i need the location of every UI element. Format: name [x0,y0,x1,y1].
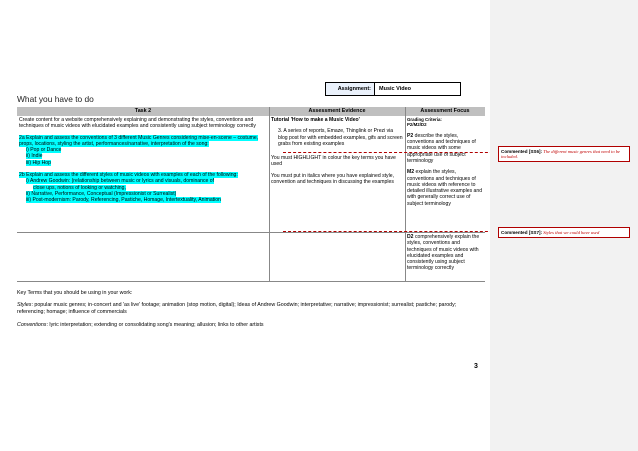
key-terms-section [17,290,485,334]
comment-ss6[interactable] [498,146,630,162]
comments-pane [490,0,638,451]
row-divider [17,232,405,233]
criterion-code: D2 [407,234,414,240]
criterion-text: explain the styles, conventions and techniques of music videos with reference to detailed illustrative examples and with generally correct use of subject terminology [407,169,483,207]
list-item: close ups, notions of looking or watching, [33,184,126,191]
row-divider [17,281,485,282]
task-table [17,107,485,281]
evidence-highlight: You must HIGHLIGHT in colour the key terms you have used [271,155,396,168]
conventions-text: : lyric interpretation; extending or consolidating song's meaning; allusion; links to other artists [46,321,264,328]
task-intro: Create content for a website comprehensively explaining and demonstrating the styles, conventions and techniques of music videos with elucidated examples and consistently using subject terminology correctly [19,117,256,130]
list-item: ii) Indie [26,153,43,160]
focus-cell [405,116,485,208]
styles-text: : popular music genres; in-concert and 'as live' footage; animation (stop motion, digital); Ideas of Andrew Goodwin; interpretative; narrative; impressionist; surrealist; pastiche; parody; referencing; homage; influence of commercials [17,302,457,316]
criterion-m2 [407,169,483,207]
section-heading: What you have to do [17,94,94,104]
list-item: iii) Hip Hop [26,159,51,166]
key-terms-styles [17,302,485,316]
header-focus: Assessment Focus [405,107,485,116]
assignment-label: Assignment: [326,83,375,95]
key-terms-intro: Key Terms that you should be using in your work: [17,290,133,296]
task-2a: 2a Explain and assess the conventions of 3 different Music Genres considering mise-en-scene – costume, props, locations, styling the artist, performances/narrative, interpretation of the song: [19,134,259,147]
comment-text: Styles that we could have used [543,229,600,235]
focus-cell-d2 [405,233,485,273]
comment-text: The different music genres that need to be included. [501,148,621,160]
header-task: Task 2 [17,107,269,116]
page-number: 3 [474,363,478,370]
assignment-box [325,82,461,96]
list-item: ii) Narrative, Performance, Conceptual (Impressionist or Surrealist) [26,190,177,197]
evidence-italics: You must put in italics where you have explained style, convention and techniques in discussing the examples [271,172,394,186]
criterion-text: describe the styles, conventions and techniques of music videos with some appropriate use of subject terminology [407,132,476,164]
criterion-d2 [407,234,483,272]
assignment-value: Music Video [379,86,411,92]
list-item: i) Pop or Dance [26,147,62,154]
key-terms-conventions [17,322,485,329]
comment-ss7[interactable] [498,227,630,238]
list-item: iii) Post-modernism: Parody, Referencing, Pastiche, Homage, Intertextuality, Animation [26,197,221,204]
criterion-code: P2 [407,132,414,139]
grading-criteria-value: P2/M2/D2 [407,122,427,128]
comment-author: Commented [SS6]: [501,148,543,154]
task-cell [17,116,269,205]
criterion-text: comprehensively explain the styles, conventions and techniques of music videos with elucidated examples and consistently using subject terminology correctly [407,234,480,272]
evidence-item: 3. A series of reports, Emaze, Thinglink or Prezi via blog post for with embedded examples, gifs and screen grabs from existing examples [278,128,403,147]
comment-connector [283,152,498,153]
grading-criteria-title: Grading Criteria: [407,117,442,122]
evidence-title: Tutorial 'How to make a Music Video' [271,117,360,123]
conventions-label: Conventions [17,321,47,328]
styles-label: Styles [17,302,32,309]
criterion-code: M2 [407,169,415,176]
list-item: i) Andrew Goodwin: (relationship between music or lyrics and visuals, dominance of [26,178,214,185]
header-evidence: Assessment Evidence [269,107,405,116]
comment-connector [283,231,498,232]
comment-author: Commented [SS7]: [501,229,543,235]
task-2b: 2b Explain and assess the different styles of music videos with examples of each of the following: [19,172,238,179]
criterion-p2 [407,133,483,164]
